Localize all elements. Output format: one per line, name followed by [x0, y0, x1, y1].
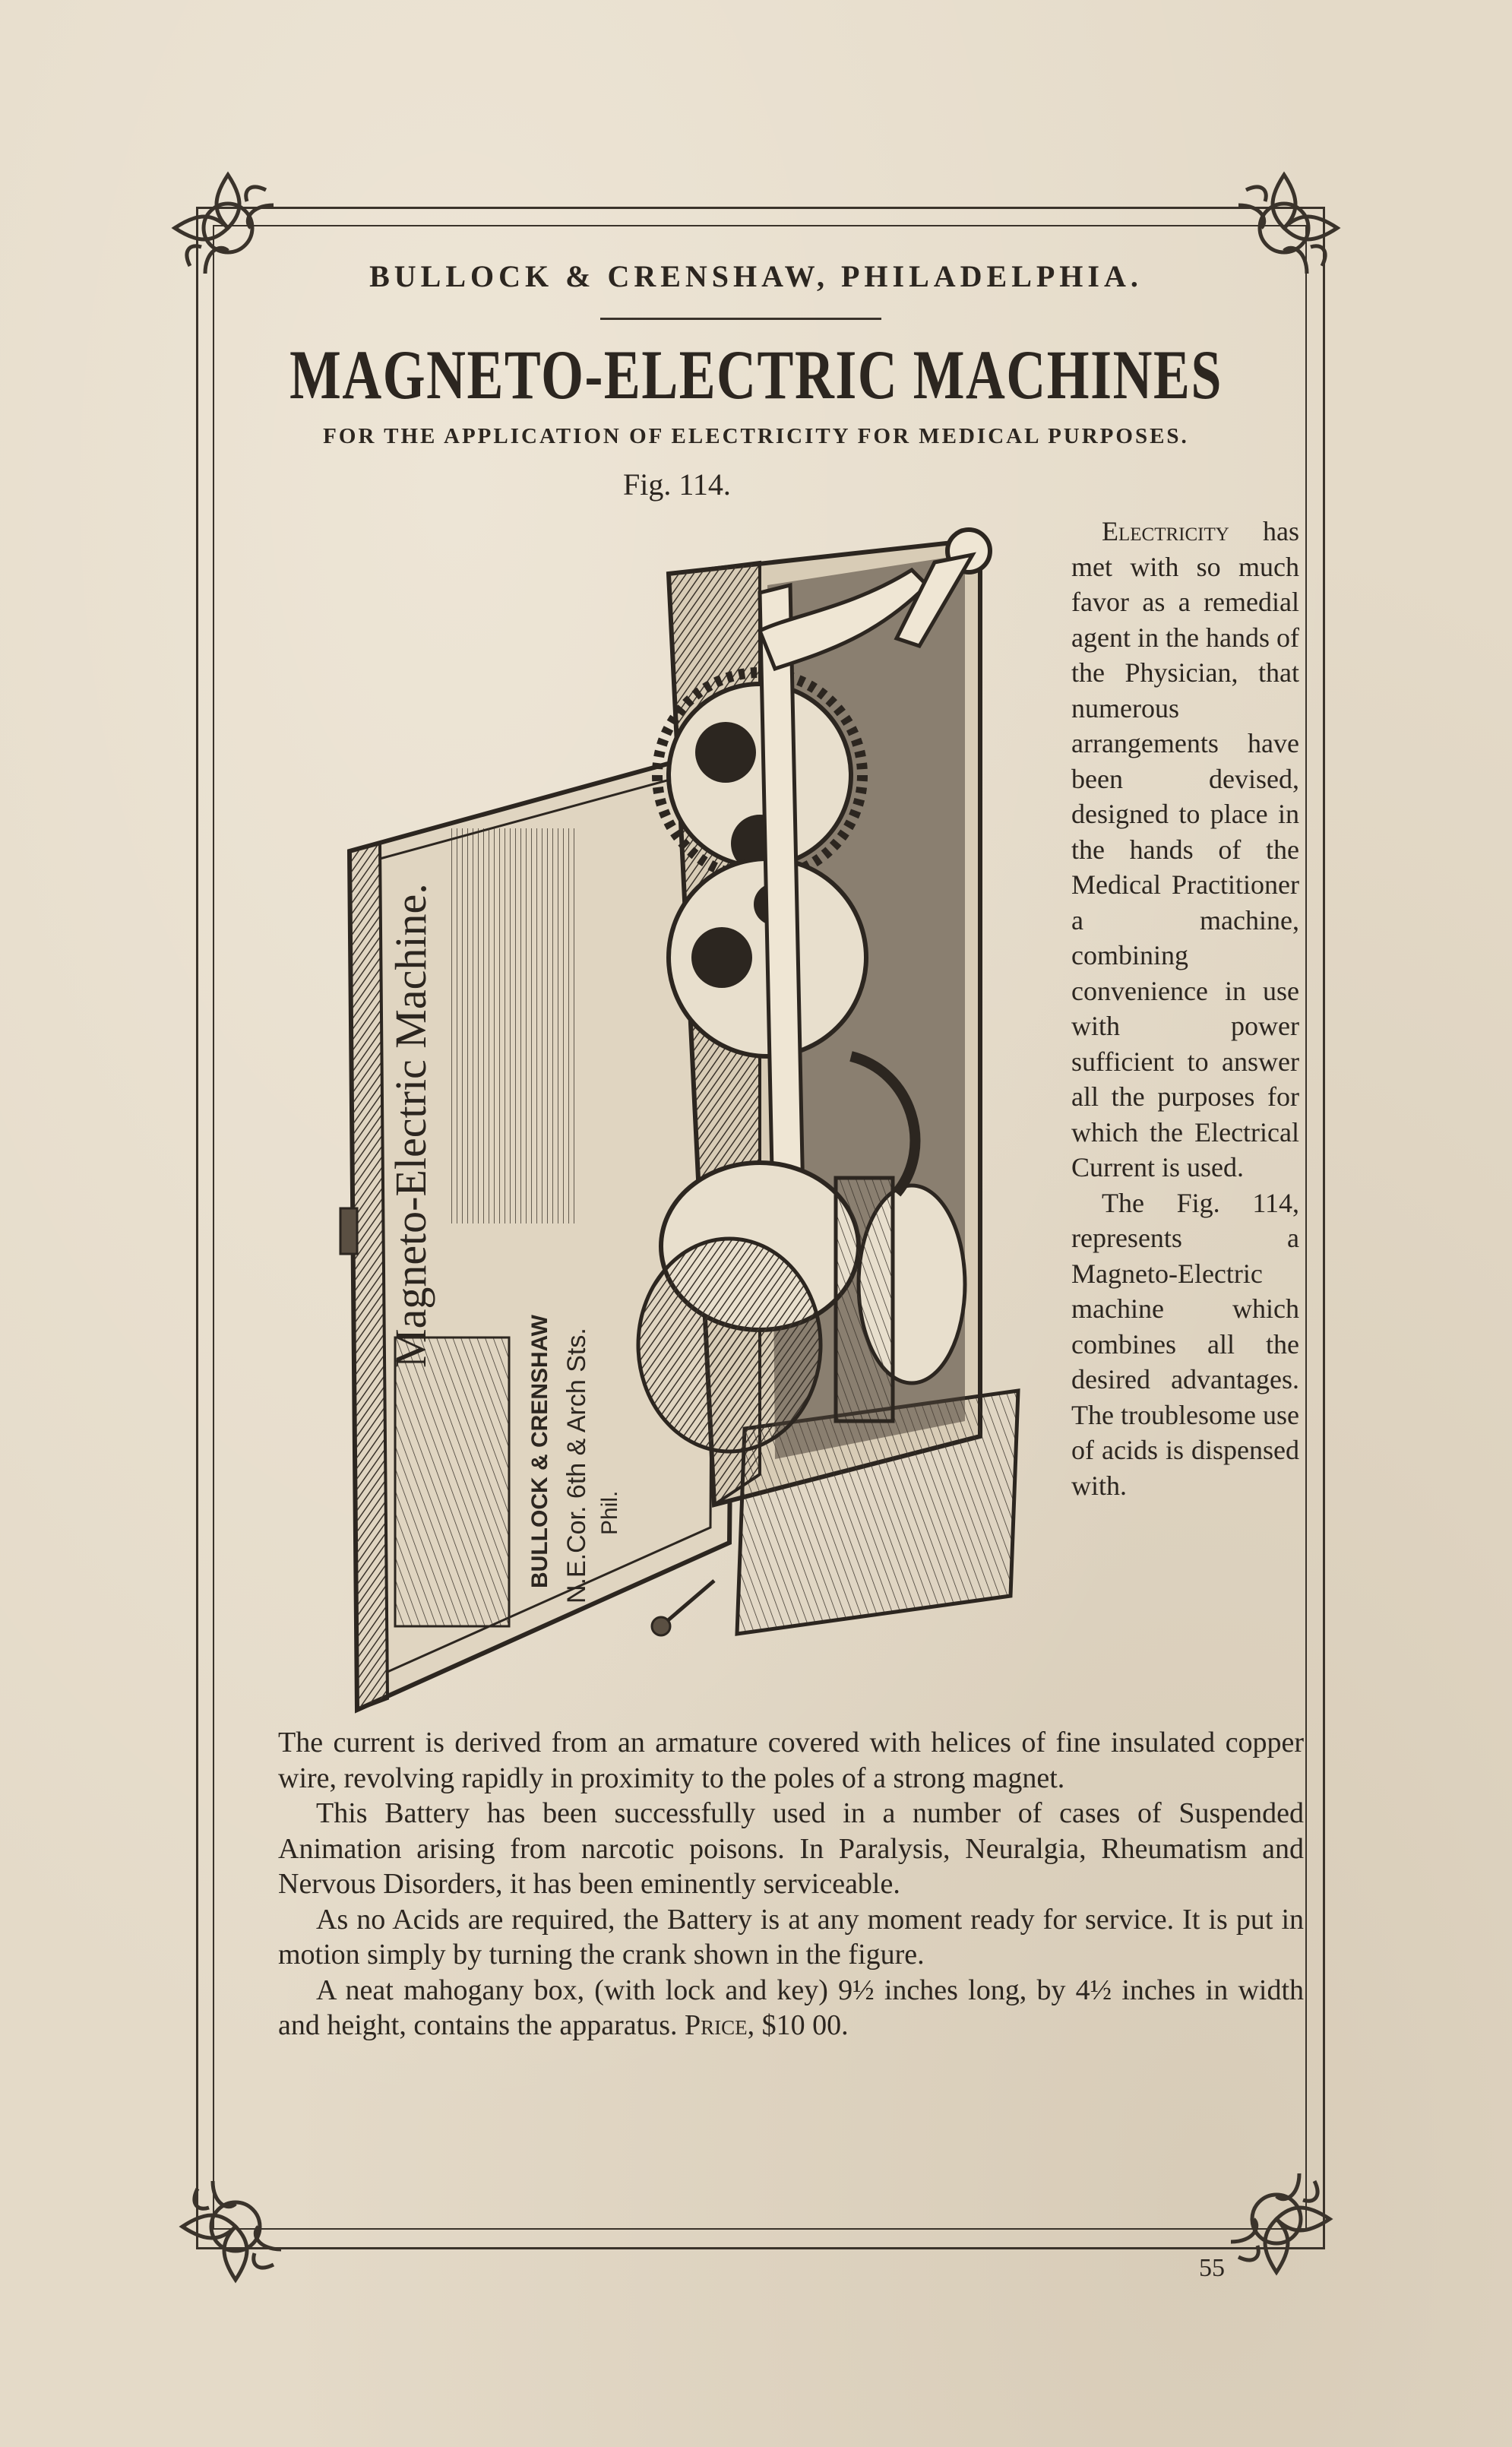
- box-label-machine: Magneto-Electric Machine.: [386, 883, 435, 1368]
- machine-illustration: [334, 524, 1033, 1725]
- body-paragraph-2: This Battery has been successfully used in a number of cases of Suspended Animation arising from narcotic poisons. In Paralysis, Neuralgia, Rheumatism and Nervous Disorders, it has been eminently serviceable.: [278, 1797, 1304, 1900]
- box-label-maker: BULLOCK & CRENSHAW: [527, 1315, 552, 1588]
- page-title: MAGNETO-ELECTRIC MACHINES: [289, 336, 1223, 413]
- side-paragraph-1: [1071, 514, 1299, 1186]
- side-column: [1071, 514, 1299, 1503]
- body-text: [278, 1725, 1304, 2043]
- corner-ornament-bottom-left: [167, 2158, 304, 2295]
- side-paragraph-1-text: has met with so much favor as a remedial agent in the hands of the Physician, that numerous arrangements have been devised, designed to place in the hands of the Medical Practitioner a machine, combining convenience in use with power sufficient to answer all the purposes for which the Electrical Current is used.: [1071, 516, 1299, 1182]
- box-label-city: Phil.: [597, 1490, 622, 1535]
- box-label-address: N.E.Cor. 6th & Arch Sts.: [562, 1328, 591, 1603]
- publisher-header: BULLOCK & CRENSHAW, PHILADELPHIA.: [369, 259, 1143, 293]
- page-subtitle: FOR THE APPLICATION OF ELECTRICITY FOR MEDICAL PURPOSES.: [323, 424, 1189, 448]
- price-value: $10 00.: [761, 2009, 849, 2041]
- corner-ornament-bottom-right: [1208, 2151, 1345, 2287]
- header-rule: [600, 318, 881, 320]
- lead-word: Electricity: [1102, 516, 1229, 546]
- page-number: 55: [1199, 2254, 1225, 2282]
- body-paragraph-4: [278, 1973, 1304, 2043]
- machine-engraving: [334, 524, 1033, 1725]
- body-paragraph-4-text: A neat mahogany box, (with lock and key) 9½ inches long, by 4½ inches in width and height, contains the apparatus.: [278, 1974, 1304, 2041]
- figure-label: Fig. 114.: [623, 467, 731, 502]
- body-paragraph-1: The current is derived from an armature covered with helices of fine insulated copper wire, revolving rapidly in proximity to the poles of a strong magnet.: [278, 1727, 1304, 1794]
- body-paragraph-3: As no Acids are required, the Battery is at any moment ready for service. It is put in motion simply by turning the crank shown in the figure.: [278, 1903, 1304, 1971]
- side-paragraph-2: The Fig. 114, represents a Magneto-Electric machine which combines all the desired advantages. The troublesome use of acids is dispensed with.: [1071, 1187, 1299, 1501]
- price-label: Price,: [685, 2009, 755, 2041]
